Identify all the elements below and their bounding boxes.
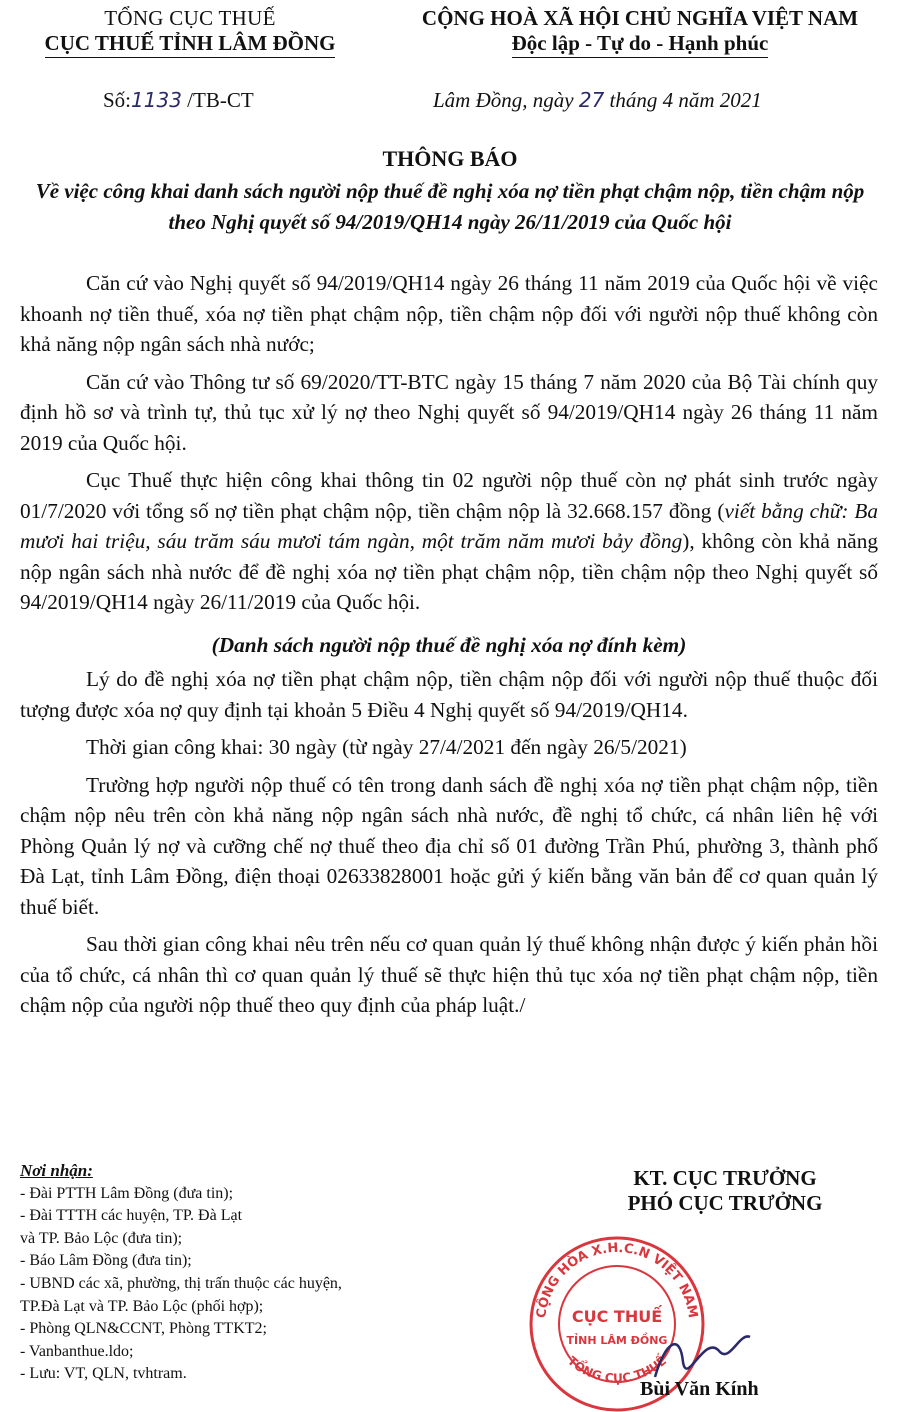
national-header	[400, 6, 880, 58]
document-subtitle: Về việc công khai danh sách người nộp thuế đề nghị xóa nợ tiền phạt chậm nộp, tiền chậm nộp theo Nghị quyết số 94/2019/QH14 ngày 26/11/2019 của Quốc hội	[35, 179, 865, 234]
seal-ring-text: CỘNG HÒA X.H.C.N VIỆT NAM	[534, 1240, 700, 1320]
recipient-item: - Vanbanthue.ldo;	[20, 1342, 134, 1360]
paragraph-reason: Lý do đề nghị xóa nợ tiền phạt chậm nộp, tiền chậm nộp đối với người nộp thuế thuộc đối tượng được xóa nợ quy định tại khoản 5 Điều 4 Nghị quyết số 94/2019/QH14.	[20, 667, 878, 722]
disclosure-text-b: ), không còn khả năng nộp ngân sách nhà nước để đề nghị xóa nợ tiền phạt chậm nộp, tiền chậm nộp theo Nghị quyết số 94/2019/QH14 ngày 26/11/2019 của Quốc hội.	[20, 529, 878, 614]
recipients-block	[20, 1160, 480, 1386]
recipients-list	[20, 1183, 480, 1386]
seal-center-line1: CỤC THUẾ	[571, 1307, 663, 1326]
day-handwritten: 27	[578, 88, 605, 112]
recipient-item: - Đài PTTH Lâm Đồng (đưa tin);	[20, 1184, 234, 1202]
signer-name: Bùi Văn Kính	[640, 1378, 759, 1400]
recipient-item: và TP. Bảo Lộc (đưa tin);	[20, 1229, 183, 1247]
national-motto: Độc lập - Tự do - Hạnh phúc	[512, 31, 769, 58]
paragraph-period: Thời gian công khai: 30 ngày (từ ngày 27/4/2021 đến ngày 26/5/2021)	[86, 735, 687, 759]
recipient-item: - Đài TTTH các huyện, TP. Đà Lạt	[20, 1207, 243, 1225]
amount-in-words: viết bằng chữ: Ba mươi hai triệu, sáu trăm sáu mươi tám ngàn, một trăm năm mươi bảy đồng	[20, 498, 879, 553]
agency-header	[20, 6, 360, 58]
paragraph-legal-basis-1: Căn cứ vào Nghị quyết số 94/2019/QH14 ngày 26 tháng 11 năm 2019 của Quốc hội về việc khoanh nợ tiền thuế, xóa nợ tiền phạt chậm nộp, tiền chậm nộp đối với người nộp thuế không còn khả năng nộp ngân sách nhà nước;	[20, 271, 878, 356]
recipient-item: - UBND các xã, phường, thị trấn thuộc các huyện,	[20, 1274, 342, 1292]
place-prefix: Lâm Đồng, ngày	[433, 88, 579, 112]
paragraph-disclosure	[20, 465, 878, 618]
paragraph-legal-basis-2: Căn cứ vào Thông tư số 69/2020/TT-BTC ngày 15 tháng 7 năm 2020 của Bộ Tài chính quy định hồ sơ và trình tự, thủ tục xử lý nợ theo Nghị quyết số 94/2019/QH14 ngày 26 tháng 11 năm 2019 của Quốc hội.	[20, 369, 878, 455]
document-number	[103, 88, 254, 113]
seal-center-line2: TỈNH LÂM ĐỒNG	[566, 1334, 668, 1347]
nation-name: CỘNG HOÀ XÃ HỘI CHỦ NGHĨA VIỆT NAM	[421, 6, 859, 30]
recipient-item: - Báo Lâm Đồng (đưa tin);	[20, 1252, 192, 1270]
doc-no-prefix: Số:	[103, 88, 132, 112]
paragraph-contact: Trường hợp người nộp thuế có tên trong danh sách đề nghị xóa nợ tiền phạt chậm nộp, tiền chậm nộp nêu trên còn khả năng nộp ngân sách nhà nước, đề nghị tổ chức, cá nhân liên hệ với Phòng Quản lý nợ và cưỡng chế nợ thuế theo địa chỉ số 01 đường Trần Phú, phường 3, thành phố Đà Lạt, tỉnh Lâm Đồng, điện thoại 02633828001 hoặc gửi ý kiến bằng văn bản để cơ quan quản lý thuế biết.	[20, 772, 878, 919]
doc-no-suffix: /TB-CT	[181, 88, 254, 112]
doc-no-handwritten: 1133	[131, 88, 182, 112]
recipient-item: TP.Đà Lạt và TP. Bảo Lộc (phối hợp);	[20, 1297, 264, 1315]
recipient-item: - Phòng QLN&CCNT, Phòng TTKT2;	[20, 1320, 267, 1338]
attachment-note: (Danh sách người nộp thuế đề nghị xóa nợ đính kèm)	[211, 632, 687, 657]
paragraph-closing: Sau thời gian công khai nêu trên nếu cơ quan quản lý thuế không nhận được ý kiến phản hồi của tổ chức, cá nhân thì cơ quan quản lý thuế sẽ thực hiện thủ tục xóa nợ tiền phạt chậm nộp, tiền chậm nộp của người nộp thuế theo quy định của pháp luật./	[20, 932, 878, 1017]
signature-title: PHÓ CỤC TRƯỞNG	[627, 1191, 823, 1215]
parent-agency: TỔNG CỤC THUẾ	[104, 6, 276, 30]
recipients-title: Nơi nhận:	[20, 1161, 93, 1180]
signature-authority: KT. CỤC TRƯỞNG	[633, 1166, 817, 1190]
document-title: THÔNG BÁO	[382, 146, 518, 171]
disclosure-text-a: Cục Thuế thực hiện công khai thông tin 02 người nộp thuế còn nợ phát sinh trước ngày 01/7/2020 với tổng số nợ tiền phạt chậm nộp, tiền chậm nộp là 32.668.157 đồng (	[20, 468, 878, 523]
place-suffix: tháng 4 năm 2021	[604, 88, 762, 112]
document-body	[20, 268, 878, 1028]
signature-block	[560, 1166, 890, 1216]
seal-bottom-text: TỔNG CỤC THUẾ	[564, 1353, 670, 1386]
place-and-date	[433, 88, 762, 113]
agency-name: CỤC THUẾ TỈNH LÂM ĐỒNG	[45, 31, 336, 58]
recipient-item: - Lưu: VT, QLN, tvhtram.	[20, 1365, 187, 1383]
